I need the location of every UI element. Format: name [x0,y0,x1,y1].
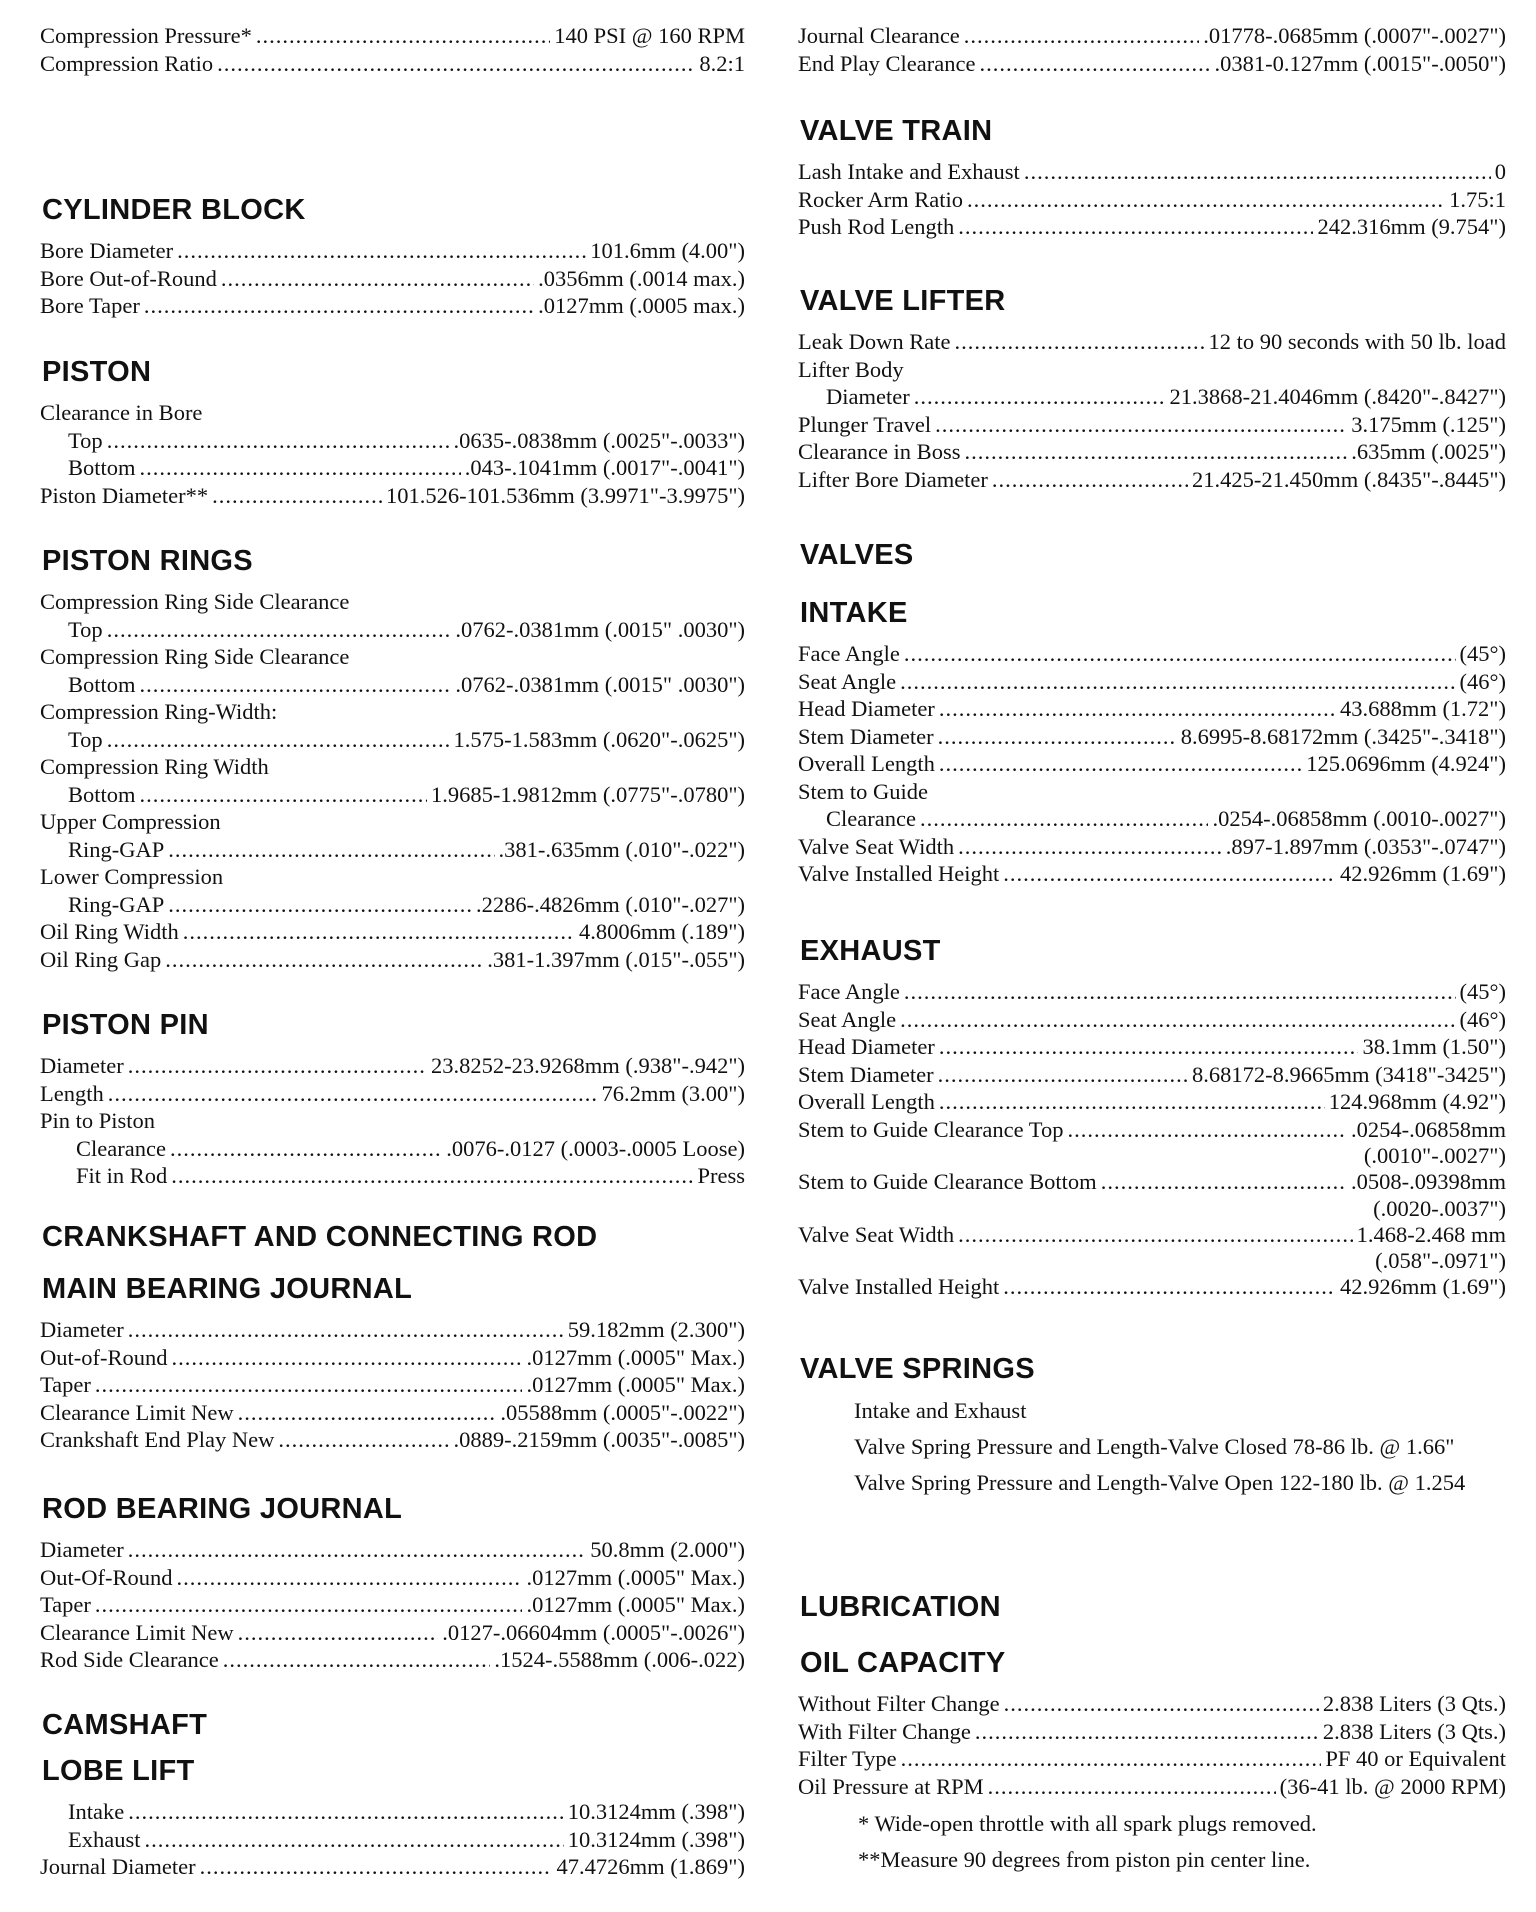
lubrication-section [798,1590,1506,1878]
spec-row: Diameter ..... 50.8mm (2.000") [40,1536,745,1564]
spec-row: Bottom ..... .0762-.0381mm (.0015" .0030") [40,671,745,699]
group-label: Clearance in Bore [40,400,203,425]
rod-bearing-section [40,1492,745,1674]
spec-row: Top ..... .0635-.0838mm (.0025"-.0033") [40,427,745,455]
spec-row: Fit in Rod ..... Press [40,1162,745,1190]
spec-row: Diameter ..... 21.3868-21.4046mm (.8420"-.8427") [798,383,1506,411]
crankshaft-section [40,1220,745,1454]
spec-row: Intake ..... 10.3124mm (.398") [40,1798,745,1826]
spec-row: Bottom ..... 1.9685-1.9812mm (.0775"-.0780") [40,781,745,809]
camshaft-section [40,1708,745,1881]
group-label: Lifter Body [798,356,904,382]
spec-row: Overall Length ..... 125.0696mm (4.924") [798,750,1506,778]
spec-row: Journal Diameter ..... 47.4726mm (1.869") [40,1853,745,1881]
spec-row: Oil Pressure at RPM ..... (36-41 lb. @ 2000 RPM) [798,1773,1506,1801]
spec-row: Journal Clearance ..... .01778-.0685mm (.0007"-.0027") [798,22,1506,50]
section-heading: CYLINDER BLOCK [42,194,306,226]
spec-row: Valve Seat Width ..... 1.468-2.468 mm [798,1221,1506,1249]
section-heading: VALVE SPRINGS [800,1353,1035,1385]
spec-row: Valve Installed Height ..... 42.926mm (1.69") [798,1273,1506,1301]
spec-row: Without Filter Change ..... 2.838 Liters (3 Qts.) [798,1690,1506,1718]
spec-row: Leak Down Rate ..... 12 to 90 seconds with 50 lb. load [798,328,1506,356]
spec-row: Stem Diameter ..... 8.68172-8.9665mm (3418"-3425") [798,1061,1506,1089]
valve-springs-section [798,1352,1506,1498]
subsection-heading: MAIN BEARING JOURNAL [42,1273,413,1305]
section-heading: LUBRICATION [800,1591,1001,1623]
continued-value: (.058"-.0971") [1375,1248,1506,1273]
section-heading: VALVE LIFTER [800,285,1006,317]
spec-row: Valve Seat Width ..... .897-1.897mm (.0353"-.0747") [798,833,1506,861]
spec-row: Bore Diameter ..... 101.6mm (4.00") [40,237,745,265]
valve-train-section [798,114,1506,241]
spec-row: Lash Intake and Exhaust ..... 0 [798,158,1506,186]
spec-row: Diameter ..... 23.8252-23.9268mm (.938"-.942") [40,1052,745,1080]
spec-row: Lifter Bore Diameter ..... 21.425-21.450mm (.8435"-.8445") [798,466,1506,494]
spec-row: End Play Clearance ..... .0381-0.127mm (.0015"-.0050") [798,50,1506,78]
spec-row: Stem Diameter ..... 8.6995-8.68172mm (.3425"-.3418") [798,723,1506,751]
spec-row: With Filter Change ..... 2.838 Liters (3 Qts.) [798,1718,1506,1746]
group-label: Compression Ring Side Clearance [40,644,350,669]
spec-row: Stem to Guide Clearance Bottom ..... .0508-.09398mm [798,1168,1506,1196]
cylinder-block-section [40,193,745,320]
section-heading: PISTON [42,356,152,388]
spec-row: Piston Diameter** ..... 101.526-101.536mm (3.9971"-3.9975") [40,482,745,510]
spec-row: Rod Side Clearance ..... .1524-.5588mm (.006-.022) [40,1646,745,1674]
spec-row: Taper ..... .0127mm (.0005" Max.) [40,1371,745,1399]
spec-row: Out-Of-Round ..... .0127mm (.0005" Max.) [40,1564,745,1592]
section-heading: PISTON PIN [42,1009,209,1041]
section-heading: VALVES [800,539,914,571]
section-heading: ROD BEARING JOURNAL [42,1493,403,1525]
spec-row: Face Angle ..... (45°) [798,640,1506,668]
subsection-heading: EXHAUST [800,935,941,967]
spec-row: Head Diameter ..... 43.688mm (1.72") [798,695,1506,723]
spec-row: Filter Type ..... PF 40 or Equivalent [798,1745,1506,1773]
piston-pin-section [40,1008,745,1190]
top-specs [40,22,745,77]
springs-line: Intake and Exhaust [854,1398,1027,1423]
spec-row: Compression Pressure* ..... 140 PSI @ 160 RPM [40,22,745,50]
spec-row: Head Diameter ..... 38.1mm (1.50") [798,1033,1506,1061]
spec-row: Clearance Limit New ..... .0127-.06604mm (.0005"-.0026") [40,1619,745,1647]
springs-open: Valve Spring Pressure and Length-Valve Open 122-180 lb. @ 1.254 [854,1470,1466,1495]
springs-closed: Valve Spring Pressure and Length-Valve Closed 78-86 lb. @ 1.66" [854,1434,1455,1459]
valves-section [798,538,1506,888]
section-heading: VALVE TRAIN [800,115,993,147]
spec-row: Plunger Travel ..... 3.175mm (.125") [798,411,1506,439]
top-specs [798,22,1506,77]
spec-row: Diameter ..... 59.182mm (2.300") [40,1316,745,1344]
section-heading: CAMSHAFT [42,1709,208,1741]
spec-row: Clearance in Boss ..... .635mm (.0025") [798,438,1506,466]
subsection-heading: INTAKE [800,597,908,629]
spec-row: Oil Ring Width ..... 4.8006mm (.189") [40,918,745,946]
spec-row: Taper ..... .0127mm (.0005" Max.) [40,1591,745,1619]
group-label: Stem to Guide [798,778,928,804]
footnote: **Measure 90 degrees from piston pin center line. [858,1847,1311,1872]
spec-row: Ring-GAP ..... .2286-.4826mm (.010"-.027") [40,891,745,919]
group-label: Compression Ring Width [40,754,269,779]
section-heading: CRANKSHAFT AND CONNECTING ROD [42,1221,598,1253]
spec-row: Push Rod Length ..... 242.316mm (9.754") [798,213,1506,241]
subsection-heading: LOBE LIFT [42,1755,195,1787]
spec-row: Oil Ring Gap ..... .381-1.397mm (.015"-.055") [40,946,745,974]
group-label: Compression Ring-Width: [40,699,278,724]
spec-row: Seat Angle ..... (46°) [798,1006,1506,1034]
spec-row: Crankshaft End Play New ..... .0889-.2159mm (.0035"-.0085") [40,1426,745,1454]
spec-row: Top ..... 1.575-1.583mm (.0620"-.0625") [40,726,745,754]
spec-row: Compression Ratio ..... 8.2:1 [40,50,745,78]
piston-section [40,355,745,509]
spec-row: Length ..... 76.2mm (3.00") [40,1080,745,1108]
spec-row: Clearance Limit New ..... .05588mm (.0005"-.0022") [40,1399,745,1427]
continued-value: (.0010"-.0027") [1363,1143,1506,1168]
piston-rings-section [40,544,745,973]
spec-row: Rocker Arm Ratio ..... 1.75:1 [798,186,1506,214]
continued-value: (.0020-.0037") [1373,1195,1506,1221]
valve-lifter-section [798,284,1506,493]
spec-row: Stem to Guide Clearance Top ..... .0254-.06858mm [798,1116,1506,1144]
footnote: * Wide-open throttle with all spark plugs removed. [858,1811,1317,1836]
spec-row: Ring-GAP ..... .381-.635mm (.010"-.022") [40,836,745,864]
spec-row: Seat Angle ..... (46°) [798,668,1506,696]
spec-row: Out-of-Round ..... .0127mm (.0005" Max.) [40,1344,745,1372]
spec-row: Bore Out-of-Round ..... .0356mm (.0014 max.) [40,265,745,293]
spec-row: Exhaust ..... 10.3124mm (.398") [40,1826,745,1854]
spec-row: Overall Length ..... 124.968mm (4.92") [798,1088,1506,1116]
group-label: Upper Compression [40,809,221,834]
spec-row: Top ..... .0762-.0381mm (.0015" .0030") [40,616,745,644]
group-label: Compression Ring Side Clearance [40,589,350,614]
spec-row: Valve Installed Height ..... 42.926mm (1.69") [798,860,1506,888]
spec-row: Clearance ..... .0076-.0127 (.0003-.0005 Loose) [40,1135,745,1163]
spec-row: Bore Taper ..... .0127mm (.0005 max.) [40,292,745,320]
section-heading: PISTON RINGS [42,545,253,577]
exhaust-section [798,934,1506,1301]
group-label: Pin to Piston [40,1108,156,1133]
group-label: Lower Compression [40,864,224,889]
spec-row: Face Angle ..... (45°) [798,978,1506,1006]
subsection-heading: OIL CAPACITY [800,1647,1006,1679]
spec-row: Clearance ..... .0254-.06858mm (.0010-.0027") [798,805,1506,833]
spec-row: Bottom ..... .043-.1041mm (.0017"-.0041") [40,454,745,482]
